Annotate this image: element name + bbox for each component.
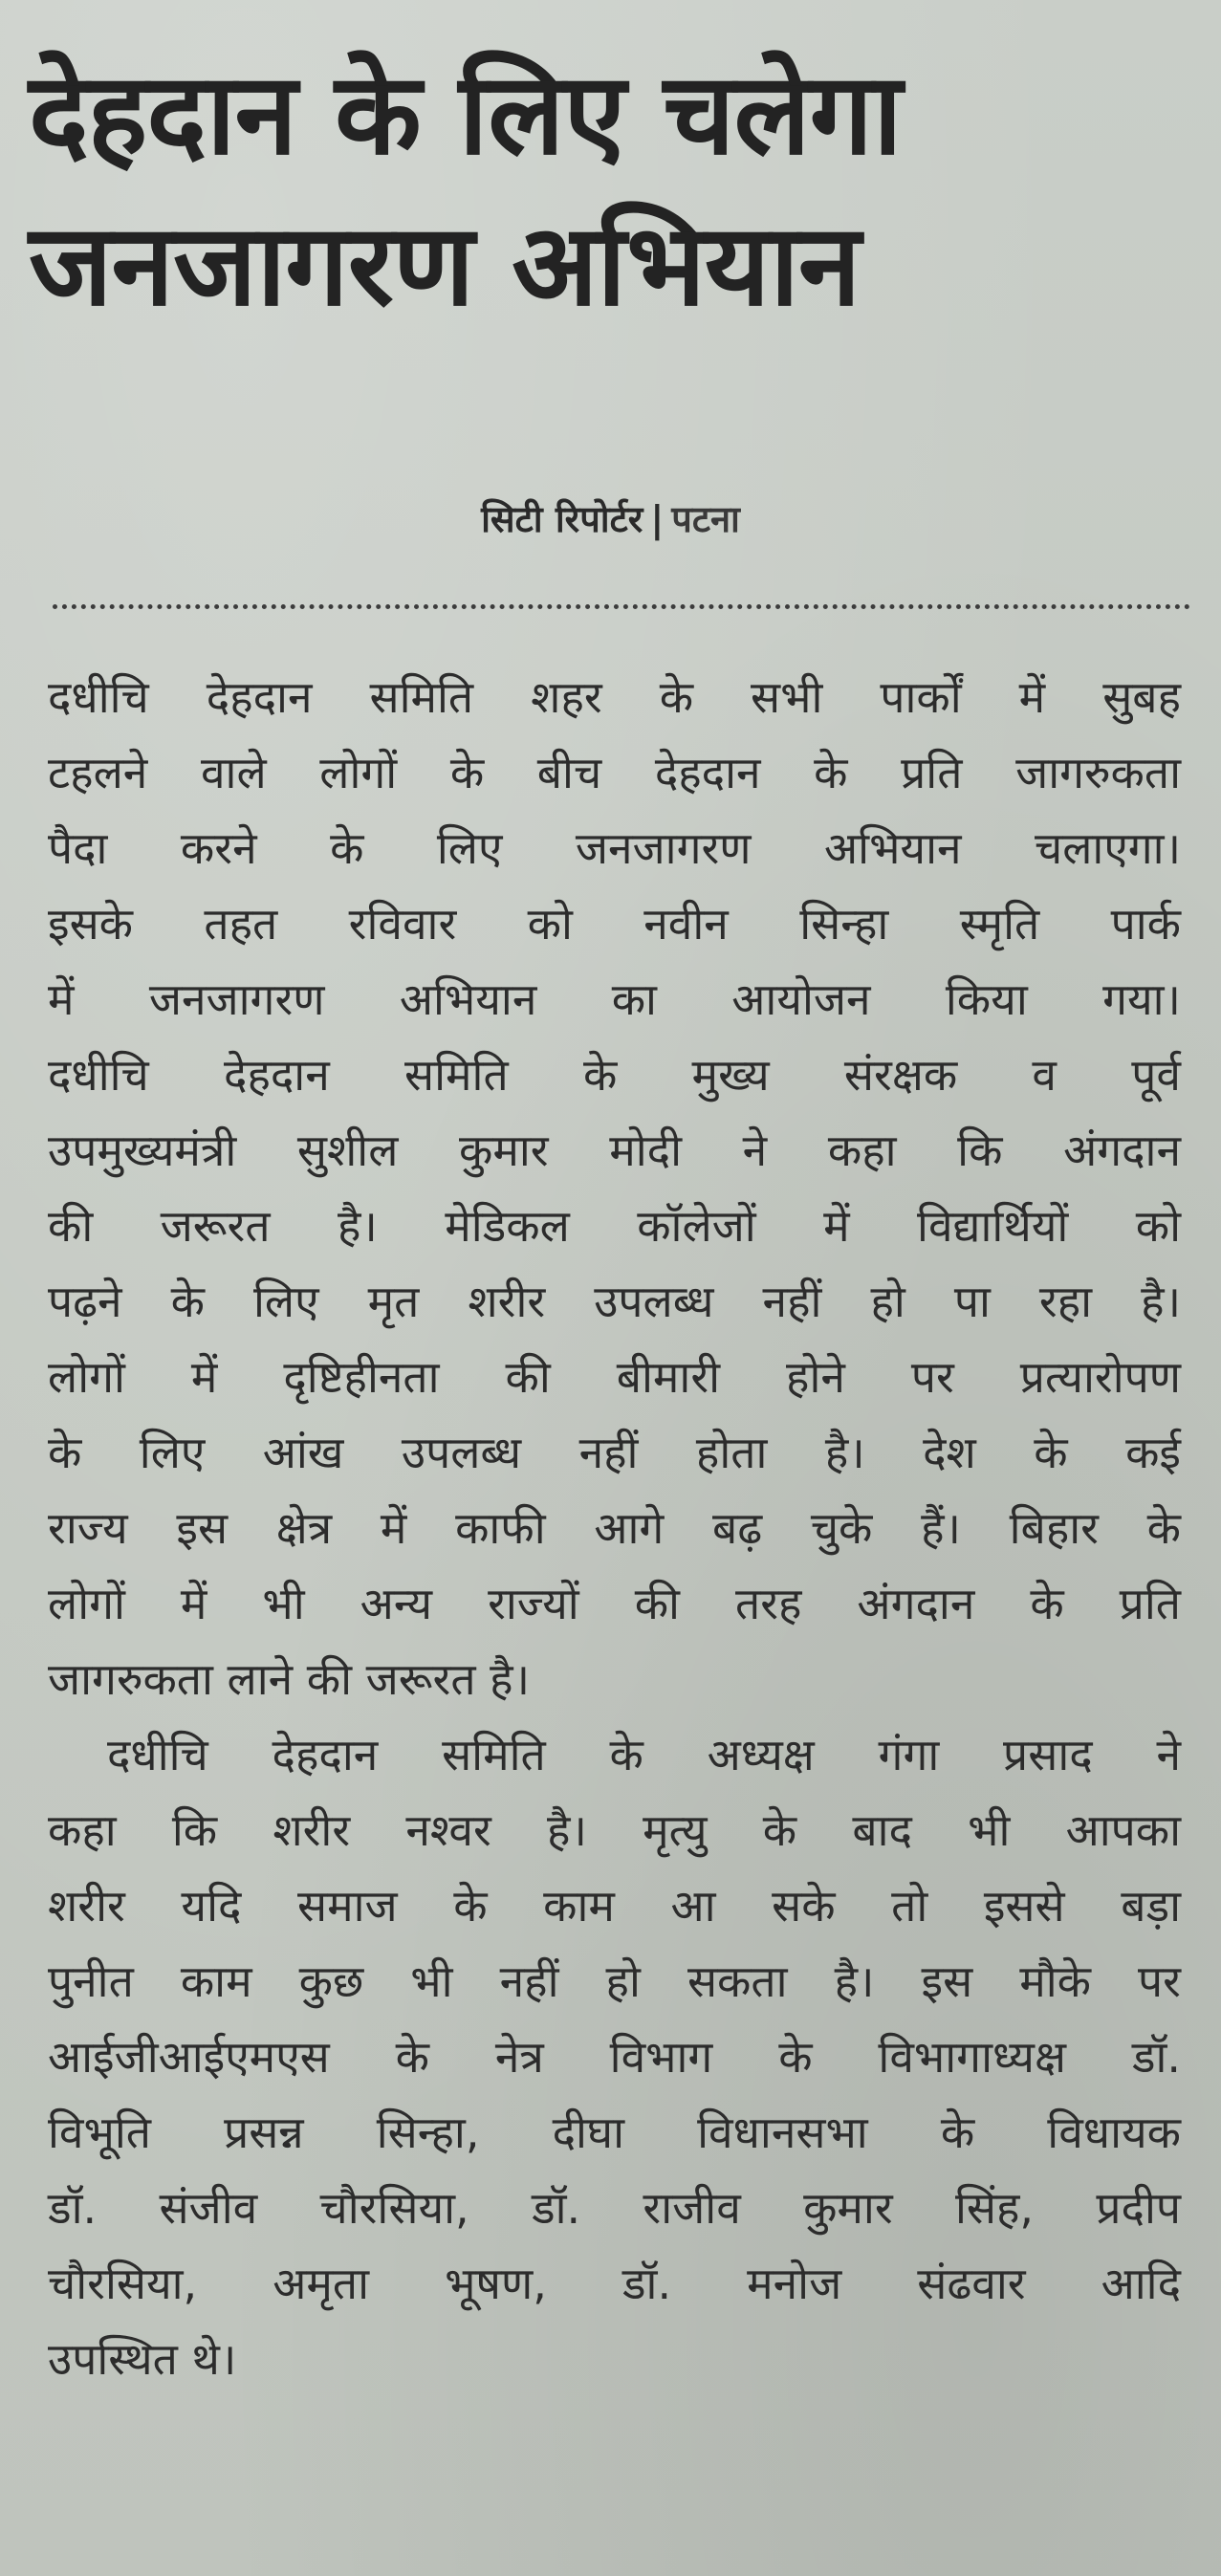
article-line: जागरुकता लाने की जरूरत है। xyxy=(48,1653,531,1705)
byline-reporter: सिटी रिपोर्टर xyxy=(481,498,643,540)
article-line: कहा कि शरीर नश्वर है। मृत्यु के बाद भी आपका xyxy=(48,1804,1181,1856)
article-line: की जरूरत है। मेडिकल कॉलेजों में विद्यार्थियों को xyxy=(48,1200,1181,1252)
article-line: उपस्थित थे। xyxy=(48,2333,237,2385)
article-line: दधीचि देहदान समिति शहर के सभी पार्कों में सुबह xyxy=(48,671,1181,723)
article-line: दधीचि देहदान समिति के मुख्य संरक्षक व पूर्व xyxy=(48,1049,1181,1101)
article-line: टहलने वाले लोगों के बीच देहदान के प्रति जागरुकता xyxy=(48,747,1181,798)
byline-separator: | xyxy=(650,498,665,540)
article-line: इसके तहत रविवार को नवीन सिन्हा स्मृति पार्क xyxy=(48,898,1181,950)
article-paragraph-1 xyxy=(48,660,1181,1717)
article-line: पुनीत काम कुछ भी नहीं हो सकता है। इस मौके पर xyxy=(48,1955,1181,2007)
article-line: पैदा करने के लिए जनजागरण अभियान चलाएगा। xyxy=(48,822,1181,874)
article-line: दधीचि देहदान समिति के अध्यक्ष गंगा प्रसाद ने xyxy=(107,1729,1181,1780)
byline-place: पटना xyxy=(671,498,740,540)
article-line: डॉ. संजीव चौरसिया, डॉ. राजीव कुमार सिंह, प्रदीप xyxy=(48,2182,1181,2234)
headline xyxy=(29,38,1186,340)
article-line: लोगों में दृष्टिहीनता की बीमारी होने पर प्रत्यारोपण xyxy=(48,1351,1181,1403)
article-line: विभूति प्रसन्न सिन्हा, दीघा विधानसभा के विधायक xyxy=(48,2107,1181,2158)
article-paragraph-2 xyxy=(48,1717,1181,2397)
article-line: शरीर यदि समाज के काम आ सके तो इससे बड़ा xyxy=(48,1880,1181,1932)
headline-line-2: जनजागरण अभियान xyxy=(29,199,861,331)
article-line: चौरसिया, अमृता भूषण, डॉ. मनोज संढवार आदि xyxy=(48,2258,1181,2309)
article-line: राज्य इस क्षेत्र में काफी आगे बढ़ चुके हैं। बिहार के xyxy=(48,1502,1181,1554)
article-line: पढ़ने के लिए मृत शरीर उपलब्ध नहीं हो पा रहा है। xyxy=(48,1276,1181,1327)
article-line: लोगों में भी अन्य राज्यों की तरह अंगदान के प्रति xyxy=(48,1578,1181,1629)
article-line: आईजीआईएमएस के नेत्र विभाग के विभागाध्यक्ष डॉ. xyxy=(48,2031,1181,2083)
headline-line-1: देहदान के लिए चलेगा xyxy=(29,48,902,180)
dotted-divider xyxy=(53,604,1190,609)
article-body xyxy=(48,660,1181,2397)
article-line: उपमुख्यमंत्री सुशील कुमार मोदी ने कहा कि अंगदान xyxy=(48,1124,1181,1176)
article-line: में जनजागरण अभियान का आयोजन किया गया। xyxy=(48,973,1181,1025)
article-line: के लिए आंख उपलब्ध नहीं होता है। देश के कई xyxy=(48,1427,1181,1478)
byline xyxy=(0,492,1221,546)
